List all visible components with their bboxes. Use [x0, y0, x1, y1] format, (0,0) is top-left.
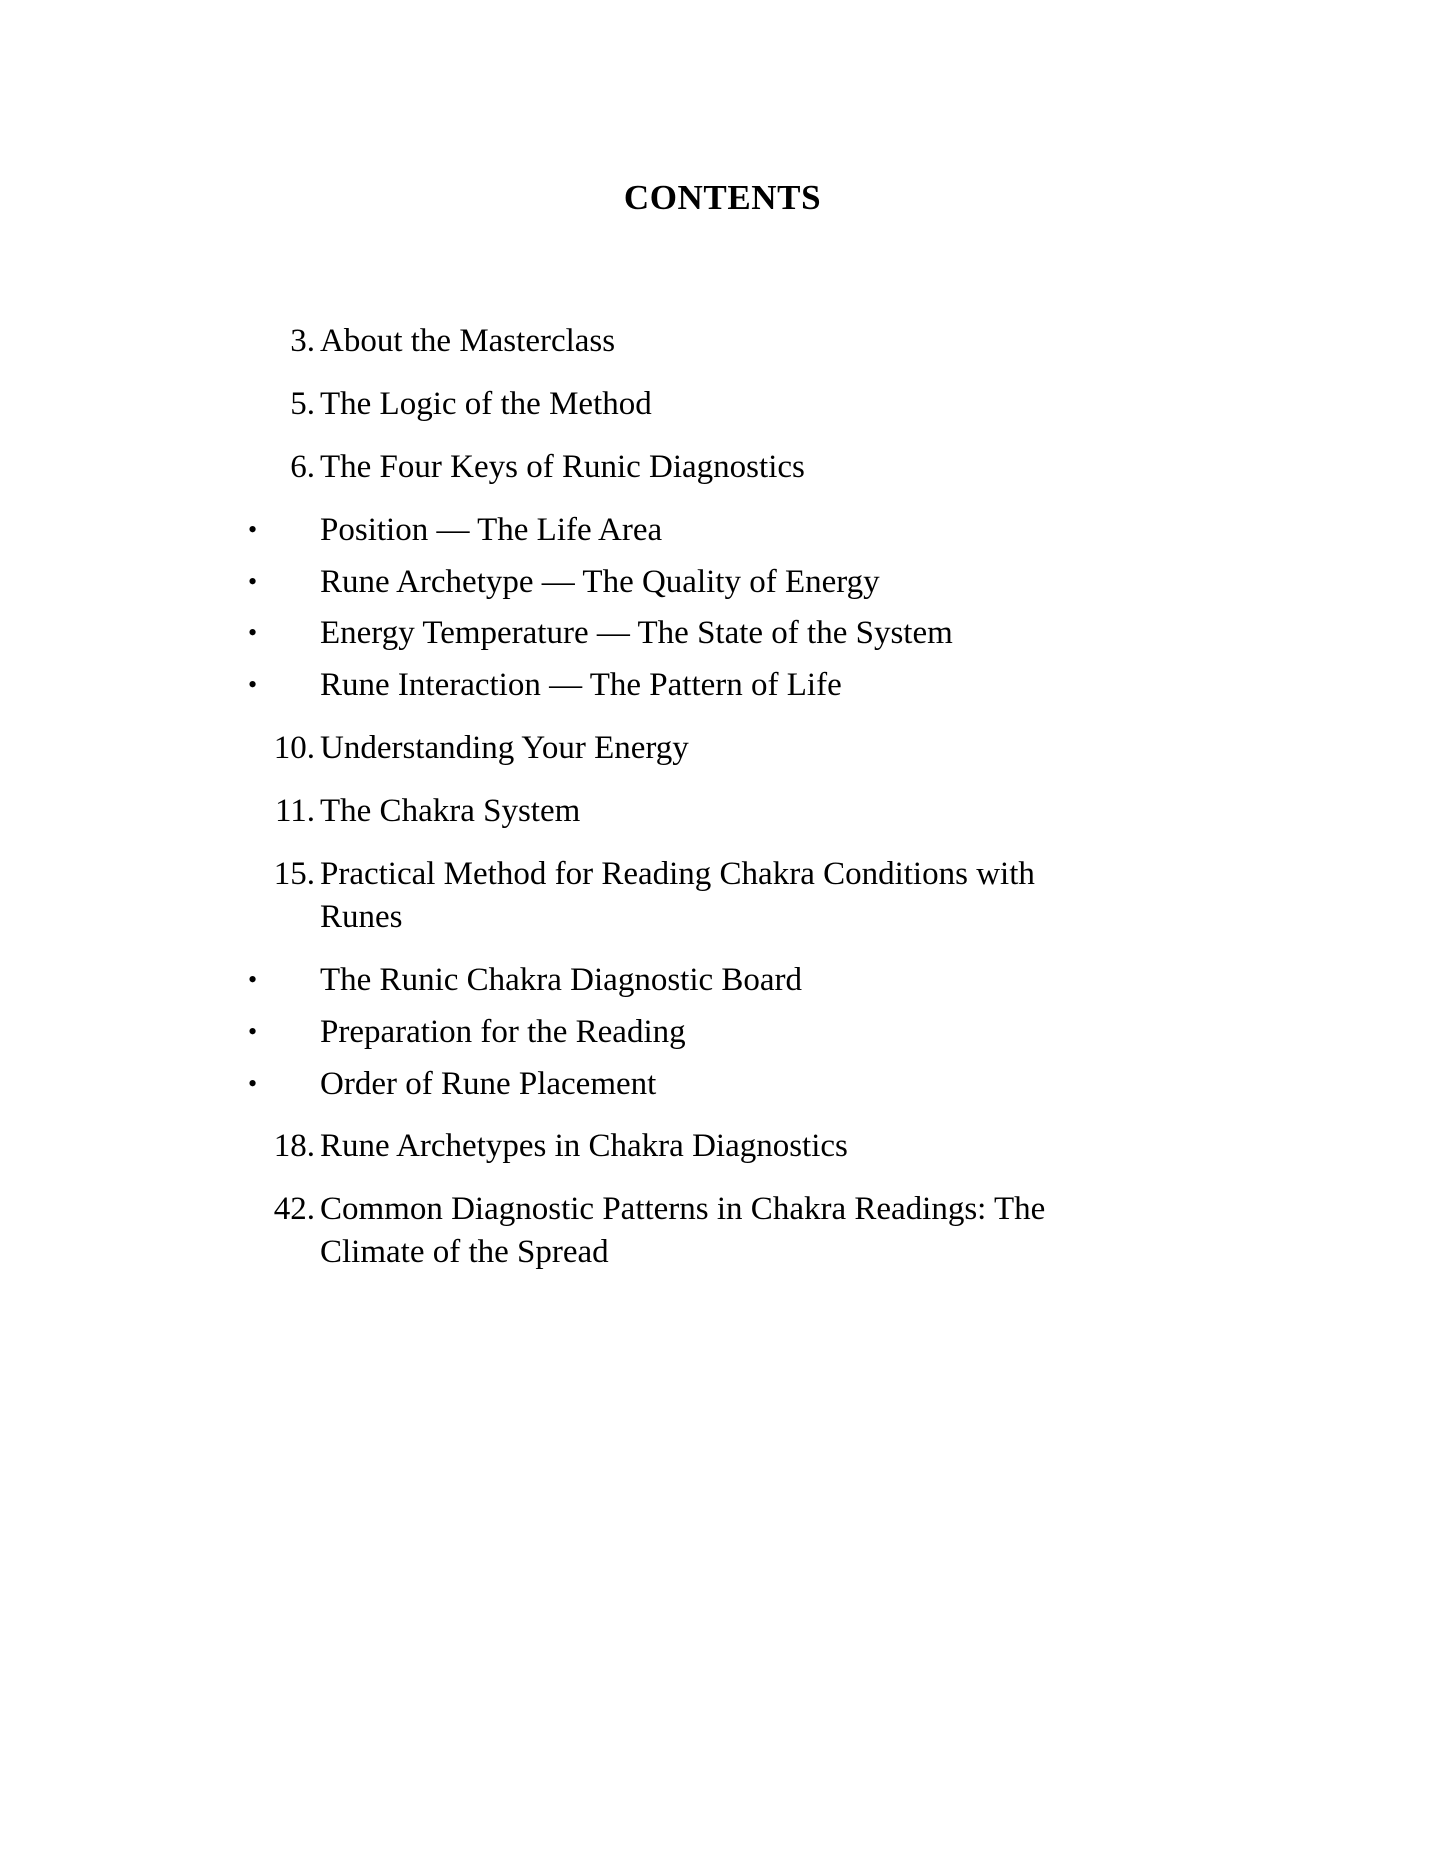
bullet-icon: •: [247, 566, 258, 596]
toc-page-number: 5.: [290, 385, 315, 422]
toc-entry-label: Rune Archetypes in Chakra Diagnostics: [320, 1128, 848, 1165]
toc-entry-label: The Logic of the Method: [320, 385, 652, 422]
toc-entry-label: Understanding Your Energy: [320, 730, 689, 767]
toc-entry-label: Common Diagnostic Patterns in Chakra Readings: The Climate of the Spread: [320, 1191, 1046, 1271]
toc-entry-common-diagnostic-patterns-in-chakra-readings[interactable]: [0, 1188, 1445, 1274]
bullet-icon: •: [247, 964, 258, 994]
toc-entry-label: The Four Keys of Runic Diagnostics: [320, 448, 805, 485]
toc-subentry-order-of-rune-placement[interactable]: [0, 1063, 1445, 1106]
bullet-icon: •: [247, 670, 258, 700]
toc-subentry-label: Rune Archetype — The Quality of Energy: [320, 563, 880, 600]
toc-entry-label: The Chakra System: [320, 793, 581, 830]
toc-page-number: 6.: [290, 448, 315, 485]
bullet-icon: •: [247, 514, 258, 544]
toc-subentry-label: Energy Temperature — The State of the System: [320, 615, 953, 652]
toc-entry-understanding-your-energy[interactable]: [0, 727, 1445, 770]
toc-subentry-position[interactable]: [0, 509, 1445, 552]
toc-subentry-label: Rune Interaction — The Pattern of Life: [320, 667, 842, 704]
bullet-icon: •: [247, 1016, 258, 1046]
toc-page-number: 3.: [290, 323, 315, 359]
toc-subentry-rune-archetype[interactable]: [0, 561, 1445, 604]
toc-entry-label: About the Masterclass: [320, 323, 616, 359]
toc-page-number: 11.: [274, 793, 315, 830]
toc-entry-about-the-masterclass[interactable]: [0, 320, 1445, 363]
toc-page-number: 15.: [273, 856, 315, 893]
toc-page-number: 10.: [273, 730, 315, 767]
page-title: CONTENTS: [623, 178, 822, 217]
toc-entry-label: Practical Method for Reading Chakra Conditions with Runes: [320, 856, 1035, 935]
toc-entry-rune-archetypes-in-chakra-diagnostics[interactable]: [0, 1125, 1445, 1168]
toc-subentry-label: Position — The Life Area: [320, 511, 663, 548]
toc-page-number: 42.: [273, 1191, 315, 1228]
toc-subentry-rune-interaction[interactable]: [0, 664, 1445, 707]
toc-entry-the-chakra-system[interactable]: [0, 790, 1445, 833]
table-of-contents: [0, 320, 1445, 1294]
toc-entry-practical-method-for-reading-chakra-conditions[interactable]: [0, 853, 1445, 939]
toc-subentry-label: Order of Rune Placement: [320, 1065, 657, 1102]
toc-subentry-preparation-for-the-reading[interactable]: [0, 1011, 1445, 1054]
toc-page-number: 18.: [273, 1128, 315, 1165]
toc-subentry-label: The Runic Chakra Diagnostic Board: [320, 961, 803, 998]
toc-subentry-label: Preparation for the Reading: [320, 1013, 686, 1050]
toc-subentry-the-runic-chakra-diagnostic-board[interactable]: [0, 959, 1445, 1002]
toc-entry-the-logic-of-the-method[interactable]: [0, 383, 1445, 426]
bullet-icon: •: [247, 618, 258, 648]
toc-entry-the-four-keys-of-runic-diagnostics[interactable]: [0, 446, 1445, 489]
bullet-icon: •: [247, 1068, 258, 1098]
toc-subentry-energy-temperature[interactable]: [0, 612, 1445, 655]
